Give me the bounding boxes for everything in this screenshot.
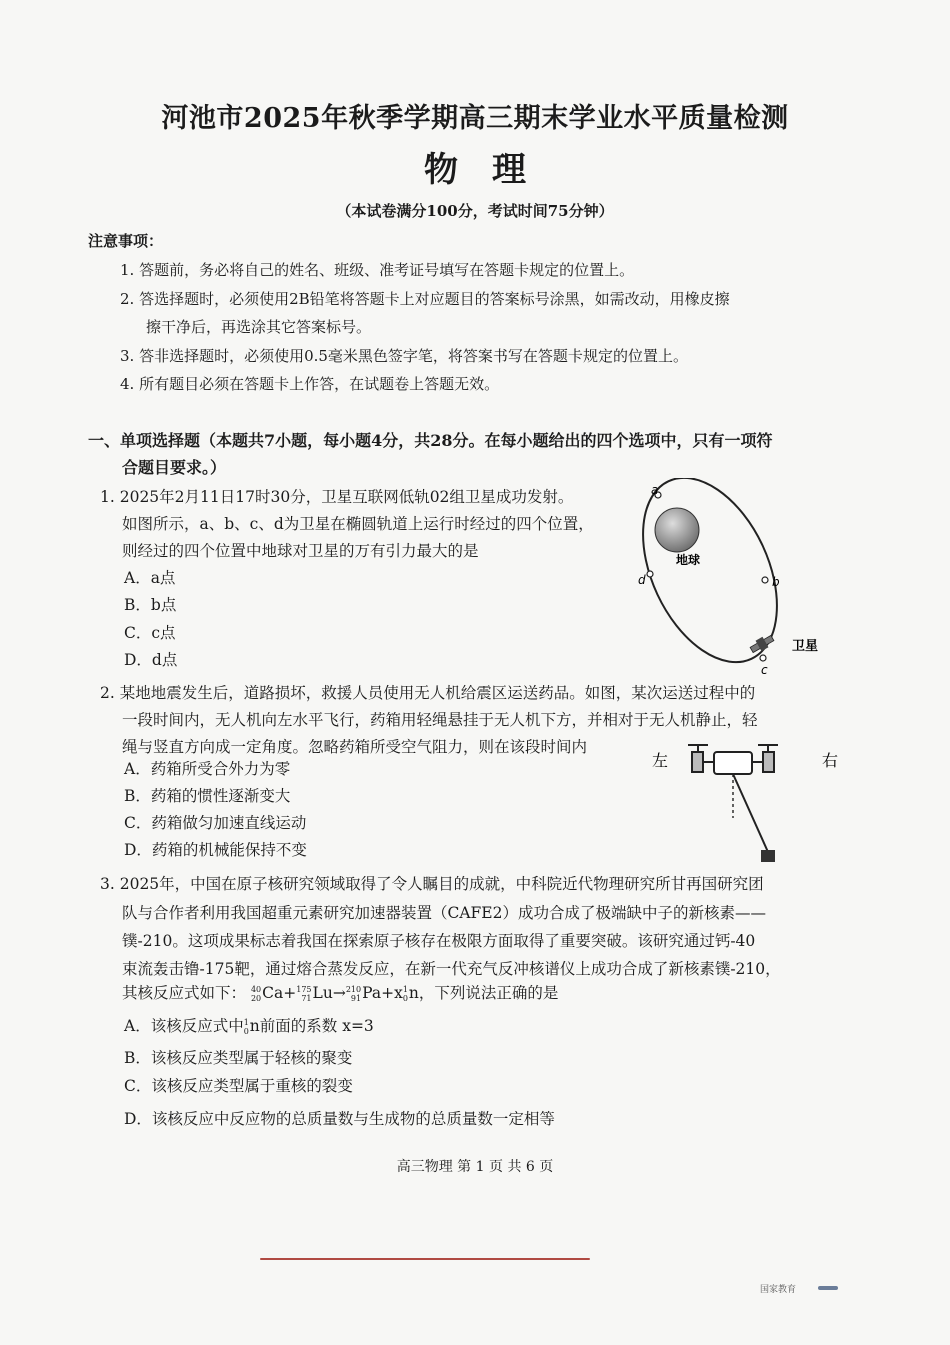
q2-option-b: B．药箱的惯性逐渐变大 bbox=[124, 787, 291, 805]
notice-item-4: 4. 所有题目必须在答题卡上作答，在试题卷上答题无效。 bbox=[120, 375, 500, 393]
q3-line-3: 镤-210。这项成果标志着我国在探索原子核存在极限方面取得了重要突破。该研究通过钙-40 bbox=[122, 932, 756, 950]
q1-line-1: 1. 2025年2月11日17时30分，卫星互联网低轨02组卫星成功发射。 bbox=[100, 488, 574, 506]
scan-mark-dash bbox=[818, 1286, 838, 1290]
notice-item-3: 3. 答非选择题时，必须使用0.5毫米黑色签字笔，将答案书写在答题卡规定的位置上。 bbox=[120, 347, 688, 365]
notice-item-2: 2. 答选择题时，必须使用2B铅笔将答题卡上对应题目的答案标号涂黑，如需改动，用橡皮擦 bbox=[120, 290, 730, 308]
q3-option-c: C．该核反应类型属于重核的裂变 bbox=[124, 1077, 353, 1095]
drone-diagram bbox=[650, 740, 850, 870]
q1-option-c: C．c点 bbox=[124, 624, 176, 642]
q3-line-4: 束流轰击镥-175靶，通过熔合蒸发反应，在新一代充气反冲核谱仪上成功合成了新核素镤-210， bbox=[122, 960, 781, 978]
earth-label: 地球 bbox=[676, 553, 701, 567]
point-d-icon bbox=[647, 571, 653, 577]
label-b: b bbox=[772, 575, 780, 589]
right-label: 右 bbox=[822, 751, 839, 770]
exam-info: （本试卷满分100分，考试时间75分钟） bbox=[336, 202, 614, 220]
subject-title: 物理 bbox=[424, 150, 560, 190]
q3-option-b: B．该核反应类型属于轻核的聚变 bbox=[124, 1049, 353, 1067]
q3-line-2: 队与合作者利用我国超重元素研究加速器装置（CAFE2）成功合成了极端缺中子的新核素—— bbox=[122, 904, 766, 922]
q1-option-d: D．d点 bbox=[124, 651, 178, 669]
label-d: d bbox=[638, 573, 646, 587]
q1-line-3: 则经过的四个位置中地球对卫星的万有引力最大的是 bbox=[122, 542, 479, 560]
satellite-label: 卫星 bbox=[792, 639, 819, 654]
q3-equation: 其核反应式如下： 40 20 Ca+ 175 71 Lu→ 210 91 Pa+x 1 0 n，下列说法正确的是 bbox=[122, 984, 559, 1003]
q2-line-1: 2. 某地地震发生后，道路损坏，救援人员使用无人机给震区运送药品。如图，某次运送过程中的 bbox=[100, 684, 756, 702]
drone-icon bbox=[688, 745, 778, 774]
orbit-diagram bbox=[620, 478, 850, 678]
q1-option-b: B．b点 bbox=[124, 596, 177, 614]
scan-mark-text: 国家教育 bbox=[760, 1285, 797, 1295]
section-heading-cont: 合题目要求。） bbox=[122, 458, 227, 477]
left-label: 左 bbox=[652, 751, 669, 770]
label-c: c bbox=[761, 663, 768, 677]
q2-option-c: C．药箱做匀加速直线运动 bbox=[124, 814, 307, 832]
q2-option-d: D．药箱的机械能保持不变 bbox=[124, 841, 307, 859]
notice-item-1: 1. 答题前，务必将自己的姓名、班级、准考证号填写在答题卡规定的位置上。 bbox=[120, 261, 635, 279]
point-b-icon bbox=[762, 577, 768, 583]
exam-title: 河池市2025年秋季学期高三期末学业水平质量检测 bbox=[161, 103, 789, 134]
q2-option-a: A．药箱所受合外力为零 bbox=[124, 760, 291, 778]
q3-line-1: 3. 2025年，中国在原子核研究领域取得了令人瞩目的成就，中科院近代物理研究所甘再国研究团 bbox=[100, 875, 764, 893]
point-c-icon bbox=[760, 655, 766, 661]
q3-option-d: D．该核反应中反应物的总质量数与生成物的总质量数一定相等 bbox=[124, 1110, 555, 1128]
q2-line-3: 绳与竖直方向成一定角度。忽略药箱所受空气阻力，则在该段时间内 bbox=[122, 738, 588, 756]
label-a: a bbox=[651, 483, 659, 497]
q2-line-2: 一段时间内，无人机向左水平飞行，药箱用轻绳悬挂于无人机下方，并相对于无人机静止，轻 bbox=[122, 711, 758, 729]
q1-option-a: A．a点 bbox=[124, 569, 176, 587]
notice-item-2-cont: 擦干净后，再选涂其它答案标号。 bbox=[146, 318, 372, 336]
section-heading: 一、单项选择题（本题共7小题，每小题4分，共28分。在每小题给出的四个选项中，只有一项符 bbox=[88, 431, 773, 450]
q3-option-a: A．该核反应式中 1 0 n前面的系数 x=3 bbox=[124, 1017, 374, 1036]
earth-icon bbox=[655, 508, 699, 552]
page-footer: 高三物理 第 1 页 共 6 页 bbox=[396, 1159, 554, 1175]
notice-heading: 注意事项： bbox=[88, 232, 164, 250]
medicine-box-icon bbox=[761, 850, 775, 862]
scan-artifact-line bbox=[260, 1258, 590, 1260]
rope bbox=[733, 774, 768, 852]
q1-line-2: 如图所示，a、b、c、d为卫星在椭圆轨道上运行时经过的四个位置， bbox=[122, 515, 594, 533]
